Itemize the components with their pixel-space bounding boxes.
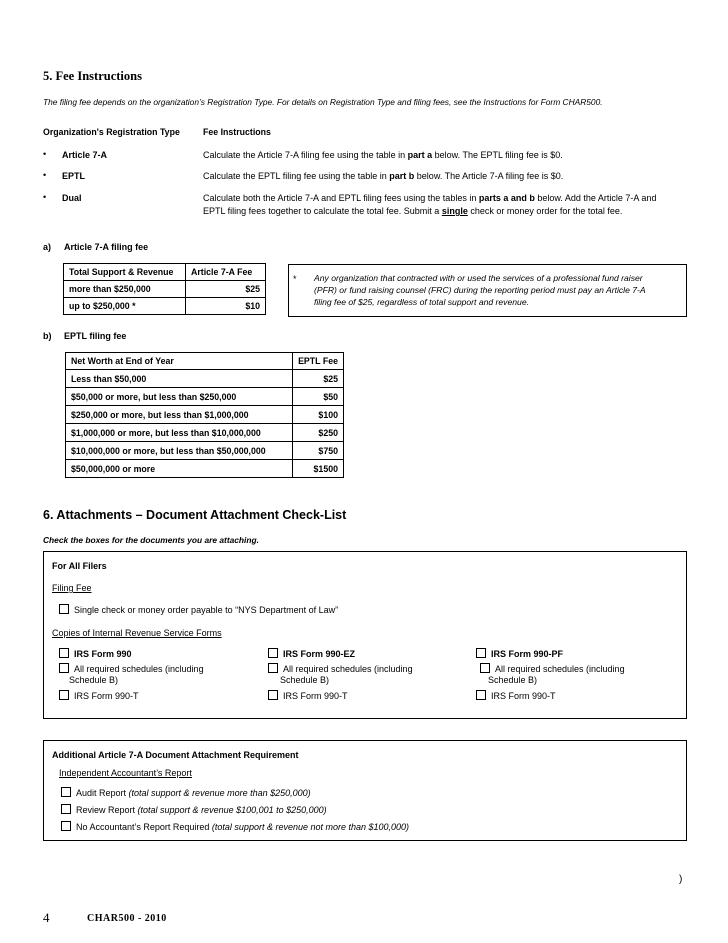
- reg-fee-text: Calculate the EPTL filing fee using the table in part b below. The Article 7-A filing fee is $0.: [203, 171, 564, 181]
- table-cell: $50: [293, 388, 344, 406]
- table-cell: Less than $50,000: [66, 370, 293, 388]
- col-registration-type: Organization's Registration Type: [43, 127, 180, 137]
- table-cell: more than $250,000: [64, 281, 186, 298]
- check-money-order-item[interactable]: Single check or money order payable to “NYS Department of Law”: [59, 604, 338, 615]
- table-row: [64, 298, 266, 315]
- table-row: [66, 406, 344, 424]
- table-cell: $50,000 or more, but less than $250,000: [66, 388, 293, 406]
- table-row: [66, 442, 344, 460]
- page-number: 4: [43, 910, 50, 925]
- schedules-item[interactable]: All required schedules (including: [268, 663, 413, 674]
- checkbox[interactable]: [61, 787, 71, 797]
- table-header: Total Support & Revenue: [64, 264, 186, 281]
- accountant-report-label: Independent Accountant’s Report: [59, 768, 192, 778]
- irs-990t-item[interactable]: IRS Form 990-T: [268, 690, 348, 701]
- part-b-label: b): [43, 331, 52, 341]
- closing-paren: ): [679, 874, 683, 885]
- checkbox[interactable]: [476, 690, 486, 700]
- table-cell: $1500: [293, 460, 344, 478]
- irs-form-990pf-item[interactable]: IRS Form 990-PF: [476, 648, 563, 659]
- table-cell: $25: [293, 370, 344, 388]
- checkbox[interactable]: [59, 604, 69, 614]
- table-cell: $10: [186, 298, 266, 315]
- checkbox[interactable]: [268, 663, 278, 673]
- no-report-item[interactable]: No Accountant’s Report Required (total support & revenue not more than $100,000): [61, 821, 409, 832]
- table-row: [66, 370, 344, 388]
- table-row: [66, 460, 344, 478]
- pfr-note-box: [288, 264, 687, 317]
- reg-fee-text: Calculate both the Article 7-A and EPTL filing fees using the tables in parts a and b below. Add the Article 7-A and: [203, 193, 657, 203]
- all-filers-box: [43, 551, 687, 719]
- irs-form-990ez-item[interactable]: IRS Form 990-EZ: [268, 648, 355, 659]
- reg-fee-text: Calculate the Article 7-A filing fee using the table in part a below. The EPTL filing fee is $0.: [203, 150, 563, 160]
- section5-heading: 5. Fee Instructions: [43, 69, 142, 83]
- table-cell: $10,000,000 or more, but less than $50,000,000: [66, 442, 293, 460]
- schedules-item-line2: Schedule B): [488, 675, 538, 685]
- review-report-item[interactable]: Review Report (total support & revenue $100,001 to $250,000): [61, 804, 327, 815]
- pfr-note-text: Any organization that contracted with or used the services of a professional fund raiser (PFR) or fund raising counsel (FRC) during the reporting period must pay an Article 7-A filing fee of $25, regardless of total support and revenue.: [314, 273, 646, 307]
- schedules-item-line2: Schedule B): [280, 675, 330, 685]
- irs-990t-item[interactable]: IRS Form 990-T: [476, 690, 556, 701]
- reg-type-label: Dual: [62, 193, 82, 203]
- additional-7a-box: [43, 740, 687, 841]
- eptl-fee-table: [65, 352, 344, 478]
- checkbox[interactable]: [480, 663, 490, 673]
- schedules-item[interactable]: All required schedules (including: [480, 663, 625, 674]
- reg-fee-text-line2: EPTL filing fees together to calculate the total fee. Submit a single check or money order for the total fee.: [203, 206, 623, 216]
- table-header: Net Worth at End of Year: [66, 353, 293, 370]
- part-b-title: EPTL filing fee: [64, 331, 127, 341]
- schedules-item-line2: Schedule B): [69, 675, 119, 685]
- irs-990t-item[interactable]: IRS Form 990-T: [59, 690, 139, 701]
- table-header-row: [64, 264, 266, 281]
- table-cell: $50,000,000 or more: [66, 460, 293, 478]
- reg-type-label: EPTL: [62, 171, 86, 181]
- checkbox[interactable]: [59, 690, 69, 700]
- checkbox[interactable]: [59, 648, 69, 658]
- form-name: CHAR500 - 2010: [87, 913, 167, 924]
- table-row: [66, 388, 344, 406]
- filing-fee-label: Filing Fee: [52, 583, 92, 593]
- checkbox[interactable]: [61, 804, 71, 814]
- table-header: Article 7-A Fee: [186, 264, 266, 281]
- additional-7a-title: Additional Article 7-A Document Attachment Requirement: [52, 750, 299, 760]
- audit-report-item[interactable]: Audit Report (total support & revenue more than $250,000): [61, 787, 311, 798]
- checkbox[interactable]: [268, 648, 278, 658]
- checkbox[interactable]: [61, 821, 71, 831]
- irs-form-990-item[interactable]: IRS Form 990: [59, 648, 132, 659]
- table-cell: $25: [186, 281, 266, 298]
- section6-intro: Check the boxes for the documents you are attaching.: [43, 535, 259, 545]
- irs-forms-label: Copies of Internal Revenue Service Forms: [52, 628, 222, 638]
- checkbox[interactable]: [268, 690, 278, 700]
- section5-intro: The filing fee depends on the organization’s Registration Type. For details on Registration Type and filing fees, see the Instructions for Form CHAR500.: [43, 97, 603, 107]
- part-a-title: Article 7-A filing fee: [64, 242, 149, 252]
- table-cell: up to $250,000 *: [64, 298, 186, 315]
- article7a-fee-table: [63, 263, 266, 315]
- table-cell: $250: [293, 424, 344, 442]
- bullet: •: [43, 170, 47, 180]
- all-filers-title: For All Filers: [52, 561, 107, 571]
- checkbox[interactable]: [59, 663, 69, 673]
- table-row: [66, 424, 344, 442]
- section6-heading: 6. Attachments – Document Attachment Check-List: [43, 508, 347, 522]
- bullet: •: [43, 149, 47, 159]
- note-star: *: [293, 274, 297, 284]
- col-fee-instructions: Fee Instructions: [203, 127, 271, 137]
- table-row: [64, 281, 266, 298]
- part-a-label: a): [43, 242, 52, 252]
- table-header-row: [66, 353, 344, 370]
- table-cell: $250,000 or more, but less than $1,000,000: [66, 406, 293, 424]
- reg-type-label: Article 7-A: [62, 150, 108, 160]
- table-cell: $1,000,000 or more, but less than $10,000,000: [66, 424, 293, 442]
- table-cell: $750: [293, 442, 344, 460]
- table-cell: $100: [293, 406, 344, 424]
- checkbox[interactable]: [476, 648, 486, 658]
- bullet: •: [43, 192, 47, 202]
- schedules-item[interactable]: All required schedules (including: [59, 663, 204, 674]
- table-header: EPTL Fee: [293, 353, 344, 370]
